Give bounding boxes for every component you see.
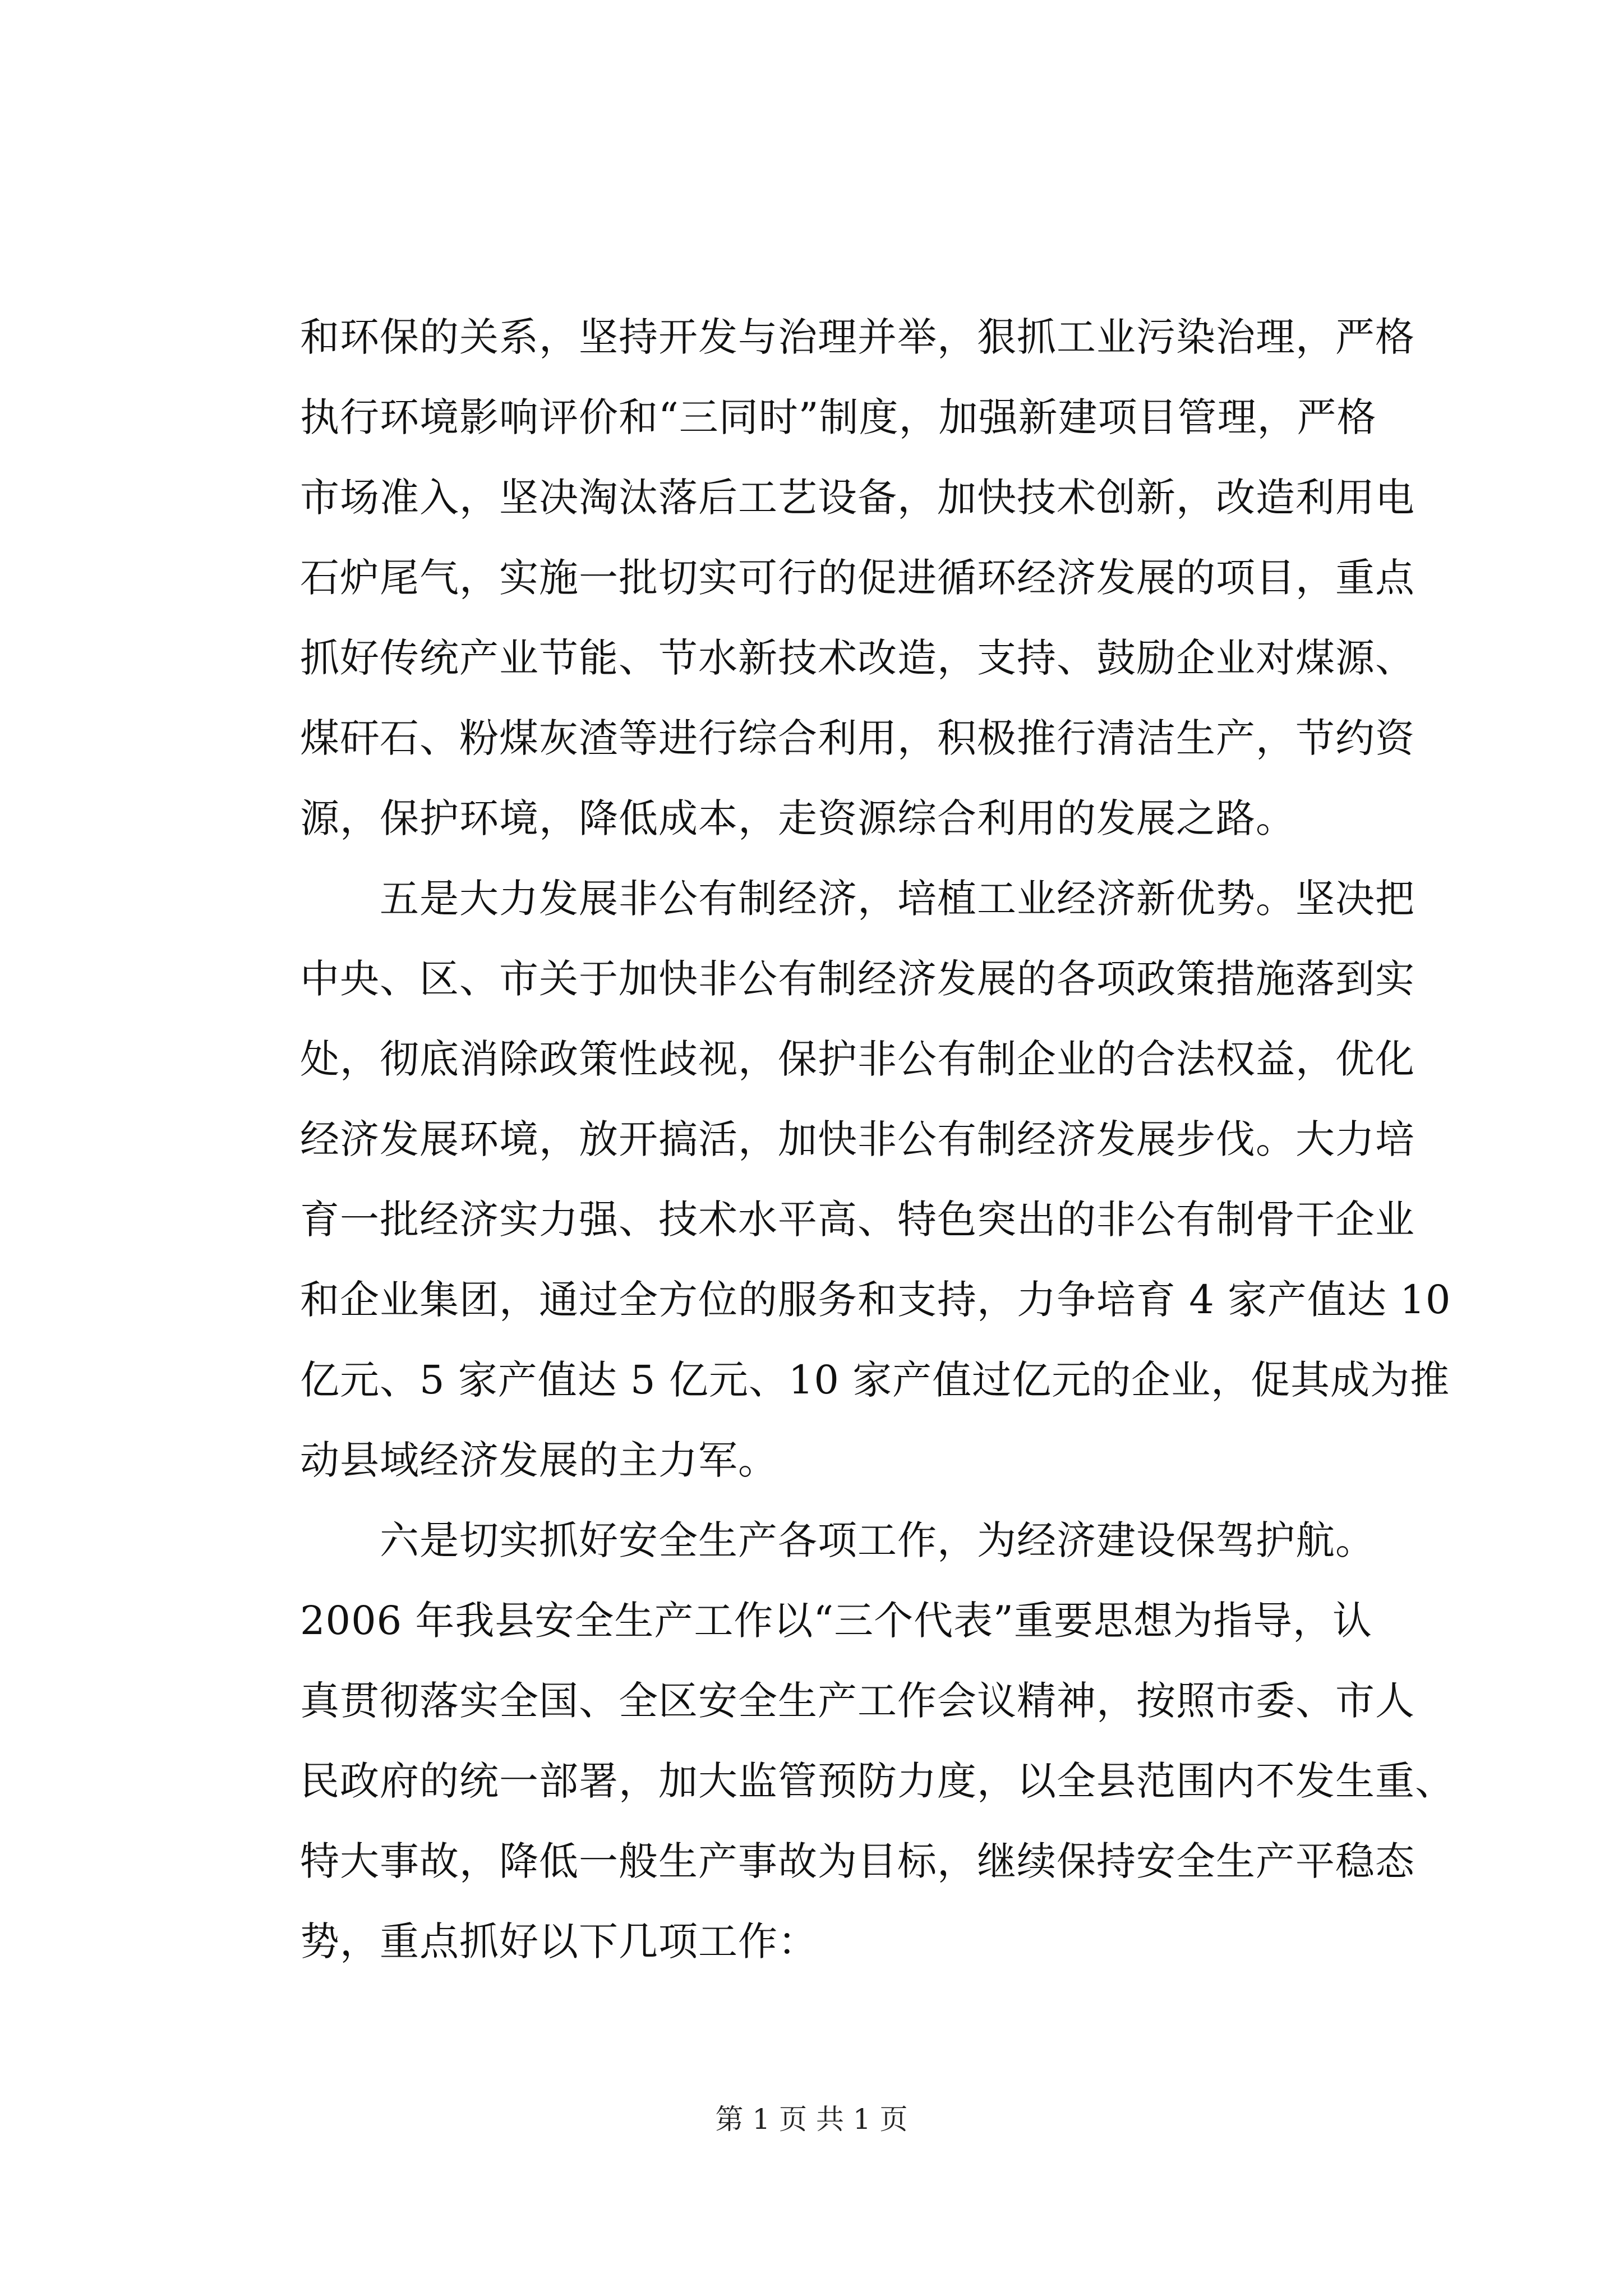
text-line: 处，彻底消除政策性歧视，保护非公有制企业的合法权益，优化 bbox=[300, 1036, 1415, 1082]
text-line: 亿元、5 家产值达 5 亿元、10 家产值过亿元的企业，促其成为推 bbox=[300, 1357, 1450, 1403]
text-line: 五是大力发展非公有制经济，培植工业经济新优势。坚决把 bbox=[300, 876, 1415, 922]
text-line: 煤矸石、粉煤灰渣等进行综合利用，积极推行清洁生产，节约资 bbox=[300, 715, 1415, 761]
text-line: 市场准入，坚决淘汰落后工艺设备，加快技术创新，改造利用电 bbox=[300, 475, 1415, 521]
text-line: 和环保的关系，坚持开发与治理并举，狠抓工业污染治理，严格 bbox=[300, 314, 1415, 360]
page-footer: 第 1 页 共 1 页 bbox=[715, 2103, 908, 2136]
text-line: 势，重点抓好以下几项工作： bbox=[300, 1918, 818, 1964]
text-line: 六是切实抓好安全生产各项工作，为经济建设保驾护航。 bbox=[300, 1517, 1375, 1563]
text-line: 抓好传统产业节能、节水新技术改造，支持、鼓励企业对煤源、 bbox=[300, 635, 1415, 681]
text-line: 和企业集团，通过全方位的服务和支持，力争培育 4 家产值达 10 bbox=[300, 1277, 1451, 1323]
text-line: 真贯彻落实全国、全区安全生产工作会议精神，按照市委、市人 bbox=[300, 1678, 1415, 1724]
text-line: 执行环境影响评价和“三同时”制度，加强新建项目管理，严格 bbox=[300, 394, 1377, 440]
text-line: 经济发展环境，放开搞活，加快非公有制经济发展步伐。大力培 bbox=[300, 1116, 1415, 1162]
text-line: 特大事故，降低一般生产事故为目标，继续保持安全生产平稳态 bbox=[300, 1838, 1415, 1884]
text-line: 育一批经济实力强、技术水平高、特色突出的非公有制骨干企业 bbox=[300, 1197, 1415, 1243]
document-body bbox=[300, 297, 1455, 1982]
text-line: 源，保护环境，降低成本，走资源综合利用的发展之路。 bbox=[300, 795, 1295, 841]
text-line: 中央、区、市关于加快非公有制经济发展的各项政策措施落到实 bbox=[300, 956, 1415, 1002]
text-line: 动县域经济发展的主力军。 bbox=[300, 1437, 778, 1483]
text-line: 2006 年我县安全生产工作以“三个代表”重要思想为指导，认 bbox=[300, 1598, 1372, 1644]
text-line: 民政府的统一部署，加大监管预防力度，以全县范围内不发生重、 bbox=[300, 1758, 1455, 1804]
text-line: 石炉尾气，实施一批切实可行的促进循环经济发展的项目，重点 bbox=[300, 555, 1415, 601]
